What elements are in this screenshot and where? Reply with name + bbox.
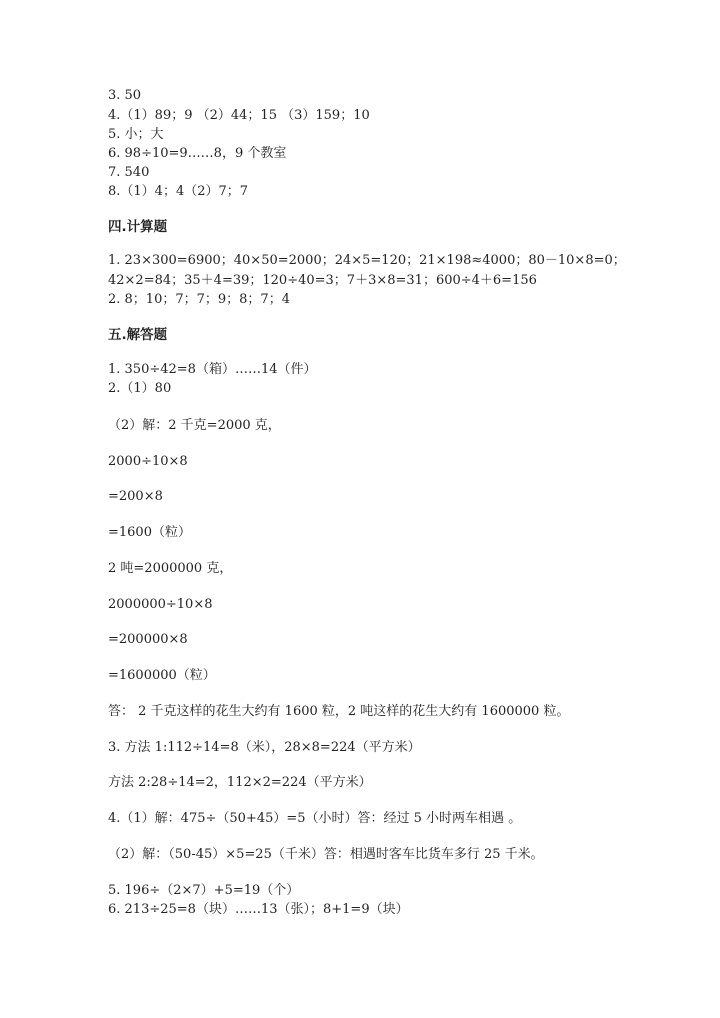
answer-line: 7. 540: [108, 165, 150, 180]
answer-line: =200×8: [108, 489, 163, 504]
answer-line: 1. 23×300=6900；40×50=2000；24×5=120；21×198≈4000；80－10×8=0；: [108, 253, 626, 268]
answer-line: 2000÷10×8: [108, 454, 188, 469]
answer-line: =1600（粒）: [108, 525, 191, 540]
answer-line: =1600000（粒）: [108, 668, 216, 683]
answer-line: 3. 方法 1:112÷14=8（米），28×8=224（平方米）: [108, 740, 421, 755]
answer-line: 4.（1）解：475÷（50+45）=5（小时）答：经过 5 小时两车相遇 。: [108, 811, 522, 826]
answer-line: 2. 8；10；7；7；9；8；7；4: [108, 292, 290, 307]
answer-line: 4.（1）89；9 （2）44；15 （3）159；10: [108, 108, 370, 123]
answer-line: 6. 213÷25=8（块）……13（张）；8+1=9（块）: [108, 902, 409, 917]
section-heading-calculation: 四.计算题: [108, 219, 168, 235]
answer-line: 2 吨=2000000 克，: [108, 561, 233, 576]
answer-line: 42×2=84；35＋4=39；120÷40=3；7＋3×8=31；600÷4＋6=156: [108, 273, 537, 288]
section-heading-solutions: 五.解答题: [108, 327, 168, 343]
answer-line: 答： 2 千克这样的花生大约有 1600 粒，2 吨这样的花生大约有 1600000 粒。: [108, 704, 570, 719]
answer-line: 方法 2:28÷14=2，112×2=224（平方米）: [108, 775, 372, 790]
answer-line: 2000000÷10×8: [108, 597, 213, 612]
answer-line: 1. 350÷42=8（箱）……14（件）: [108, 362, 317, 377]
answer-line: 5. 小；大: [108, 127, 164, 142]
answer-line: 8.（1）4；4（2）7；7: [108, 184, 249, 199]
answer-line: 6. 98÷10=9……8，9 个教室: [108, 146, 287, 161]
answer-line: （2）解：2 千克=2000 克，: [108, 418, 281, 433]
answer-line: =200000×8: [108, 632, 188, 647]
answer-line: （2）解：（50-45）×5=25（千米）答：相遇时客车比货车多行 25 千米。: [108, 847, 544, 862]
answer-line: 2.（1）80: [108, 381, 172, 396]
answer-line: 3. 50: [108, 88, 142, 103]
answer-line: 5. 196÷（2×7）+5=19（个）: [108, 883, 300, 898]
